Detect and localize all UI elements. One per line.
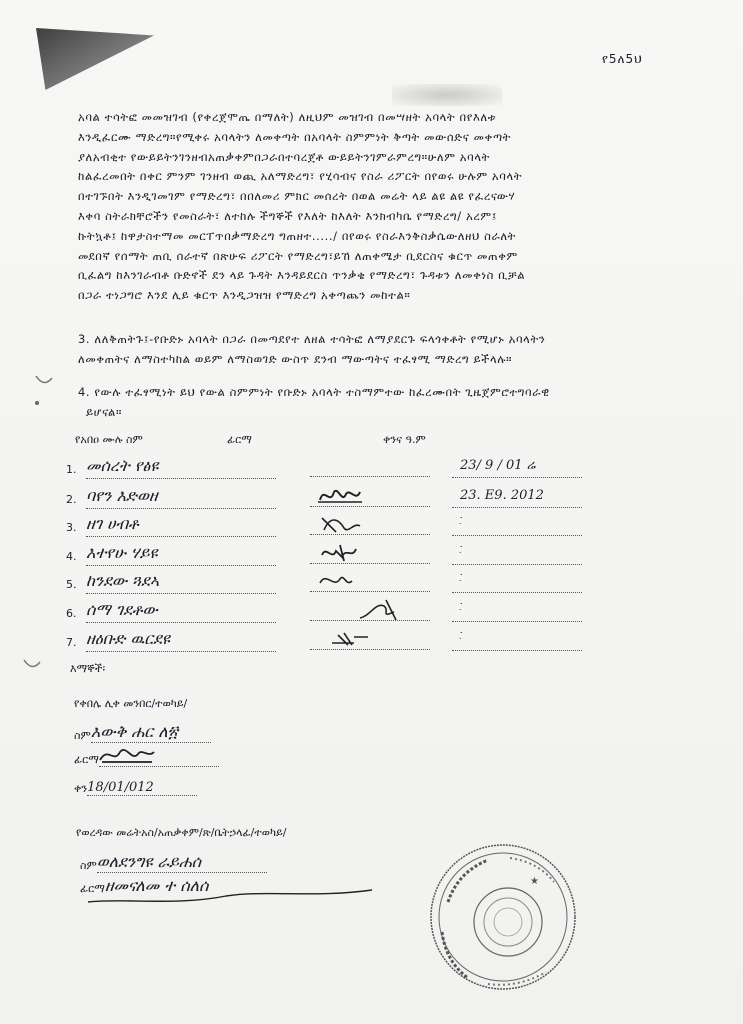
member-signature — [316, 484, 366, 508]
office-title: የወረዳው መሬትአስ/አጠቃቀም/ጽ/ቤትኃላፊ/ተወካይ/ — [76, 826, 287, 839]
member-signature — [328, 627, 378, 651]
member-name: እተየሁ ሃይዩ — [86, 543, 276, 566]
margin-mark — [32, 398, 52, 412]
member-date: 23/ 9 / 01 ሬ — [452, 458, 582, 478]
clause-4-line: 4. የውሉ ተፈፃሚነት ይህ የውል ስምምነት የቡድኑ አባላት ተስማምተው ከፈረሙበት ጊዜጀምሮተግባራዊ — [78, 385, 550, 399]
receiver-title: የቀበሌ ሊቀ መንበር/ተወካይ/ — [74, 697, 188, 710]
header-signature: ፊርማ — [227, 433, 252, 446]
receiver-name-field — [74, 722, 211, 743]
header-date: ቀንና ዓ.ም — [383, 433, 426, 446]
member-date — [452, 573, 582, 593]
member-name: ባየን እድወዘ — [86, 486, 276, 509]
members-table-header — [75, 433, 595, 451]
member-date — [452, 602, 582, 622]
signature-line — [310, 506, 430, 507]
member-date — [452, 631, 582, 651]
official-seal — [428, 842, 578, 992]
member-name: ከንደው ጓደኣ — [86, 571, 276, 594]
member-signature — [316, 541, 366, 565]
folded-corner-shadow — [36, 28, 154, 90]
clause-3-line: ለመቀጠትና ለማስተካከል ወይም ለማስወገድ ውስጥ ደንብ ማውጣትና ተፈፃሚ ማድረግ ይችላሉ። — [78, 351, 513, 366]
row-number: 7. — [66, 636, 77, 649]
clause-4 — [78, 383, 638, 423]
member-name: ዘዕቡድ ዉርደዩ — [86, 629, 276, 652]
intro-line: ከልፈረመበት በቀር ምንም ገንዘብ ወጪ አለማድረግ፣ የሂሳብና የስራ ሪፖርት በየወሩ ሁሉም አባላት — [78, 169, 523, 184]
office-name-value: ወለደንግዩ ራይሐሰ — [97, 852, 267, 873]
office-name-field — [80, 852, 267, 873]
member-name: ሰማ ገደቶው — [86, 600, 276, 623]
row-number: 1. — [66, 463, 77, 476]
member-signature — [316, 569, 366, 593]
punch-hole-top — [34, 374, 54, 388]
receiver-date-label: ቀን — [74, 782, 88, 795]
clause-3-line: 3. ለለቅጠትጉ፤-የቡድኑ አባላት በጋራ በመጣደየተ ለዘል ተሳትፎ ለማያደርጉ ፍላጎቀቶት የሚሆኑ አባላትን — [78, 332, 546, 346]
member-row — [66, 486, 586, 514]
svg-text:★: ★ — [530, 876, 539, 887]
signature-line — [310, 534, 430, 535]
signature-line — [310, 476, 430, 477]
intro-line: እቀባ ስትራክቸሮችን የመስራት፣ ለተከሉ ችግኞች የእለት ከእለት እንክብካቤ የማድረግ/ አረም፤ — [78, 208, 498, 223]
member-date — [452, 516, 582, 536]
member-row — [66, 600, 586, 628]
office-sig-label: ፊርማ — [80, 882, 105, 895]
header-name: የአበዐ ሙሉ ስም — [75, 433, 143, 446]
office-name-label: ስም — [80, 859, 97, 872]
signature-line — [310, 620, 430, 621]
signature-line — [310, 591, 430, 592]
member-row — [66, 629, 586, 657]
receiver-signature — [98, 742, 158, 768]
intro-line: መደበኛ የሰማት ጠቢ ሰራተኛ በጽሁፍ ሪፖርት የማድረግ፣ይኸ ለጠቀሜታ ቢደርስና ቁርጥ መጠቀም — [78, 248, 518, 263]
receiver-date-value: 18/01/012 — [87, 780, 197, 796]
member-name: መሰረት የፅዩ — [86, 456, 276, 479]
receiver-sig-label: ፊርማ — [74, 753, 99, 766]
row-number: 5. — [66, 578, 77, 591]
scan-smudge — [392, 84, 502, 106]
receiver-name-label: ስም — [74, 729, 91, 742]
intro-line: በጋራ ተነጋግሮ እንደ ሊይ ቁርጥ እንዲጋዝዝ የማድረግ አቀጣጨን መከተል። — [78, 288, 411, 303]
receiver-date-field — [74, 780, 197, 796]
intro-line: ኩትኳቶ፤ ከዋታስተማመ መርፐጥበቃማድረግ ግጠዘተ...../ በየወሩ የስራእንቅስቃሴውለዘህ ስራለት — [78, 228, 517, 243]
clause-3 — [78, 330, 638, 370]
member-row — [66, 571, 586, 599]
intro-paragraph — [78, 108, 638, 306]
intro-line: ያለአብቂተ የውይይትንገንዘብአጠቃቀምበጋራበተባረጀቶ ውይይትንገምራምረግ።ሁለም አባላት — [78, 149, 490, 164]
office-signature-stroke — [86, 880, 376, 910]
punch-hole-bottom — [22, 658, 42, 672]
member-row — [66, 456, 586, 484]
member-row — [66, 543, 586, 571]
row-number: 6. — [66, 607, 77, 620]
office-signature-value: ዘመናለመ ተ ሰለሰ — [104, 876, 209, 895]
intro-line: በተገኙበት እንዲገመገም የማድረግ፣ በበለመሪ ምክር መሰረት በወል መሬት ላይ ልዩ ልዩ የፈረናውሃ — [78, 189, 516, 204]
intro-line: አባል ተሳትፎ መመዝገብ (የቀረጀሞጤ በማለት) ለዚህም መዝገብ በመሣዘት አባላት በየእለቱ — [78, 110, 497, 124]
member-name: ዘገ ሀብቶ — [86, 514, 276, 537]
page-number: የ5ለ5ህ — [602, 52, 643, 66]
member-date — [452, 545, 582, 565]
clause-4-line: ይሆናል። — [86, 404, 122, 419]
intro-line: እንዲፈርሙ ማድረግ።የሚቀሩ አባላትን ለመቀጣት በአባላት ስምምነት ቅጣት መውሰድና መቀጣት — [78, 129, 512, 144]
row-number: 4. — [66, 550, 77, 563]
member-date: 23. E9. 2012 — [452, 488, 582, 508]
row-number: 2. — [66, 493, 77, 506]
intro-line: ቢፈልግ ከእንገራብቶ ቡድኖች ደን ላይ ጉዳት እንዳይደርስ ጥንቃቄ የማድረግ፣ ጉዳቱን ለመቀነስ ቢቻል — [78, 268, 526, 283]
row-number: 3. — [66, 521, 77, 534]
receiver-name-value: እውቅ ሐር ለ፳ — [91, 722, 211, 743]
witnesses-label: እማኞች፡ — [70, 662, 106, 675]
signature-line — [310, 649, 430, 650]
member-row — [66, 514, 586, 542]
signature-line — [310, 563, 430, 564]
